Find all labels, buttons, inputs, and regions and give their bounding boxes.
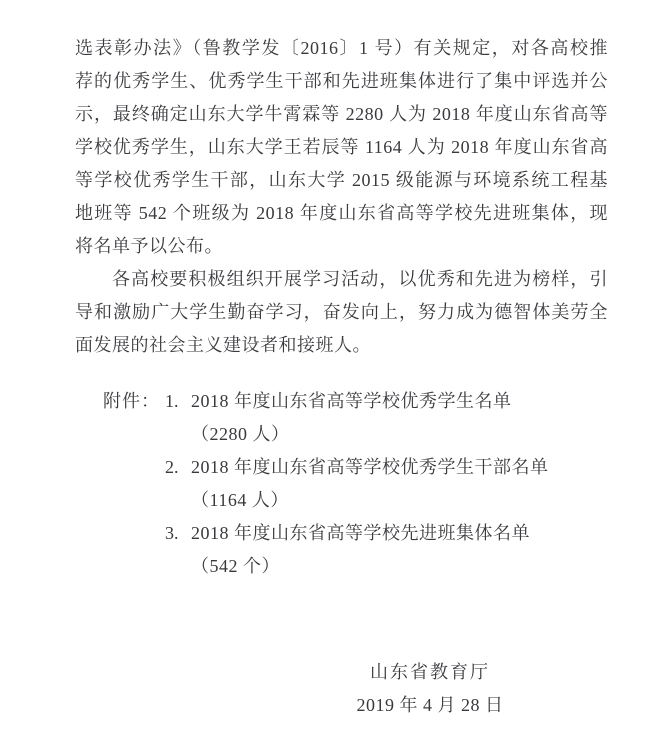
body-line: 学校优秀学生，山东大学王若辰等 1164 人为 2018 年度山东省高 xyxy=(75,137,608,157)
attachment-count: （2280 人） xyxy=(191,424,290,444)
body-line: 各高校要积极组织开展学习活动，以优秀和先进为榜样，引 xyxy=(112,269,608,289)
attachment-count: （542 个） xyxy=(191,556,280,576)
attachment-body xyxy=(191,451,549,517)
body-line: 选表彰办法》（鲁教学发〔2016〕1 号）有关规定，对各高校推 xyxy=(75,38,608,58)
attachment-body xyxy=(191,517,530,583)
signature-issuer: 山东省教育厅 xyxy=(370,662,490,682)
paragraph-1 xyxy=(75,32,608,263)
body-line: 导和激励广大学生勤奋学习，奋发向上，努力成为德智体美劳全 xyxy=(75,302,608,322)
body-line: 等学校优秀学生干部，山东大学 2015 级能源与环境系统工程基 xyxy=(75,170,608,190)
attachment-item xyxy=(165,517,608,583)
attachments-label: 附件： xyxy=(103,391,160,411)
attachments-list xyxy=(165,385,608,583)
attachment-item xyxy=(165,385,608,451)
body-line: 面发展的社会主义建设者和接班人。 xyxy=(75,335,371,355)
signature-date: 2019 年 4 月 28 日 xyxy=(356,695,504,715)
attachment-count: （1164 人） xyxy=(191,490,289,510)
attachments-block xyxy=(103,385,608,583)
attachment-item xyxy=(165,451,608,517)
attachment-title: 2018 年度山东省高等学校优秀学生名单 xyxy=(191,391,512,411)
attachment-number: 3. xyxy=(165,523,179,543)
attachment-title: 2018 年度山东省高等学校优秀学生干部名单 xyxy=(191,457,549,477)
paragraph-2 xyxy=(75,263,608,362)
body-line: 将名单予以公布。 xyxy=(75,236,223,256)
body-line: 示，最终确定山东大学牛霄霖等 2280 人为 2018 年度山东省高等 xyxy=(75,104,608,124)
body-line: 荐的优秀学生、优秀学生干部和先进班集体进行了集中评选并公 xyxy=(75,71,608,91)
signature-block xyxy=(330,656,530,722)
body-line: 地班等 542 个班级为 2018 年度山东省高等学校先进班集体，现 xyxy=(75,203,608,223)
attachment-number: 1. xyxy=(165,391,179,411)
attachment-number: 2. xyxy=(165,457,179,477)
attachment-body xyxy=(191,385,512,451)
attachment-title: 2018 年度山东省高等学校先进班集体名单 xyxy=(191,523,530,543)
